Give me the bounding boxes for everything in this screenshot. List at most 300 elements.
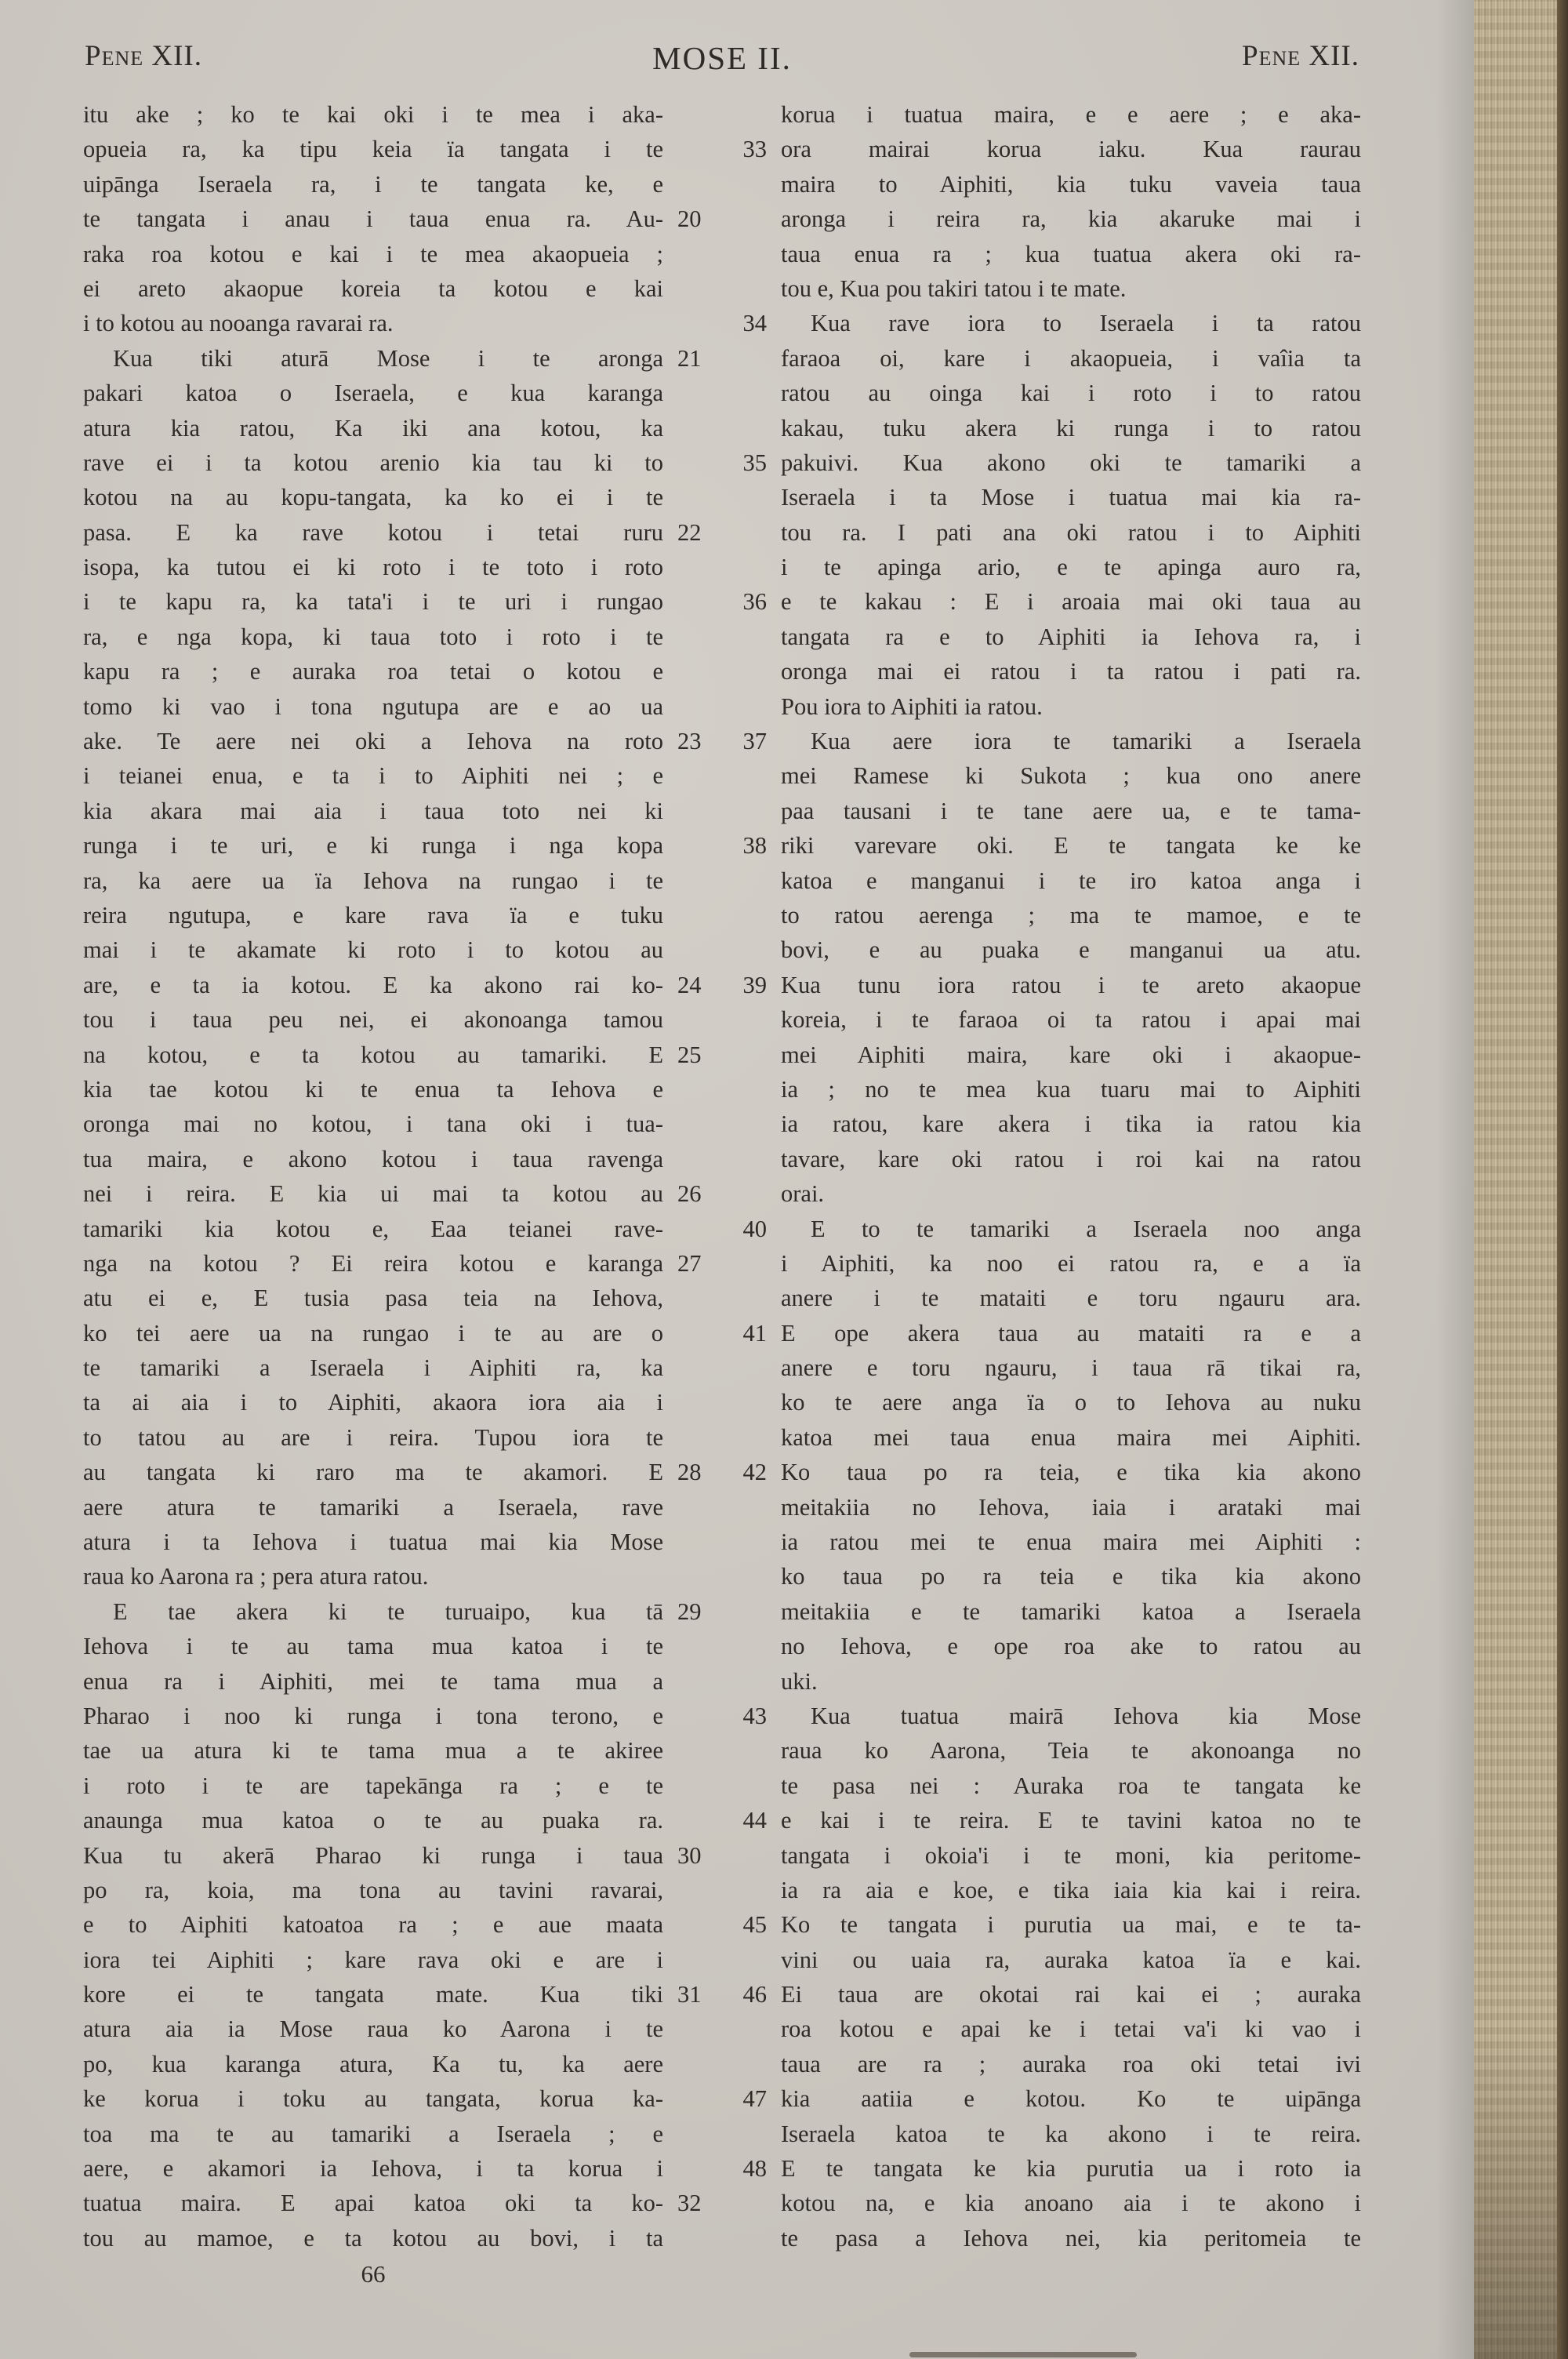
- scripture-text: nga na kotou ? Ei reira kotou e karanga: [83, 1249, 663, 1277]
- text-line: [83, 1490, 663, 1525]
- text-line-wrap: [83, 1977, 663, 2012]
- scripture-text: to tatou au are i reira. Tupou iora te: [83, 1423, 663, 1451]
- scripture-text: ta ai aia i to Aiphiti, akaora iora aia i: [83, 1389, 663, 1416]
- text-line-wrap: [83, 689, 663, 724]
- text-line-wrap: [83, 1142, 663, 1176]
- text-line-wrap: [83, 376, 663, 410]
- verse-number: 47: [742, 2085, 767, 2113]
- text-line: [781, 620, 1361, 654]
- scripture-text: maira to Aiphiti, kia tuku vaveia taua: [781, 170, 1361, 198]
- scripture-text: mei Ramese ki Sukota ; kua ono anere: [781, 762, 1361, 790]
- scripture-text: e te kakau : E i aroaia mai oki taua au: [781, 588, 1361, 616]
- text-line: [83, 2047, 663, 2081]
- text-line: [781, 2186, 1361, 2220]
- text-line: [83, 898, 663, 932]
- scripture-text: runga i te uri, e ki runga i nga kopa: [83, 832, 663, 860]
- text-line: [83, 167, 663, 202]
- scripture-text: tamariki kia kotou e, Eaa teianei rave-: [83, 1215, 663, 1242]
- text-line: [83, 237, 663, 271]
- scripture-text: e kai i te reira. E te tavini katoa no te: [781, 1807, 1361, 1834]
- text-line-wrap: [83, 1768, 663, 1803]
- text-line: [83, 1420, 663, 1455]
- text-line-wrap: [781, 828, 1361, 863]
- text-line: [83, 306, 663, 340]
- text-line-wrap: [781, 1107, 1361, 1141]
- text-line-wrap: [83, 271, 663, 306]
- text-line-wrap: [83, 932, 663, 967]
- text-line: [83, 2117, 663, 2151]
- text-line-wrap: [781, 1420, 1361, 1455]
- text-line: [781, 237, 1361, 271]
- scripture-text: to ratou aerenga ; ma te mamoe, e te: [781, 901, 1361, 929]
- scripture-text: aronga i reira ra, kia akaruke mai i: [781, 205, 1361, 233]
- text-line: [83, 724, 702, 758]
- text-line: [781, 1525, 1361, 1559]
- text-line-wrap: [83, 445, 663, 480]
- text-line-wrap: [83, 1385, 663, 1419]
- running-head-book-title: MOSE II.: [652, 40, 792, 76]
- text-line-wrap: [83, 1350, 663, 1385]
- scripture-text: enua ra i Aiphiti, mei te tama mua a: [83, 1667, 663, 1695]
- text-line: [83, 1594, 702, 1629]
- verse-number: 43: [742, 1702, 767, 1729]
- text-line: [83, 1525, 663, 1559]
- text-line: [83, 2012, 663, 2046]
- text-line-wrap: [83, 1629, 663, 1663]
- scripture-text: aere, e akamori ia Iehova, i ta korua i: [83, 2155, 663, 2183]
- scripture-text: isopa, ka tutou ei ki roto i te toto i roto: [83, 554, 663, 581]
- verse-number: 46: [742, 1981, 767, 2008]
- text-line-wrap: [781, 1490, 1361, 1525]
- scripture-text: te tamariki a Iseraela i Aiphiti ra, ka: [83, 1354, 663, 1382]
- text-line: [781, 1142, 1361, 1176]
- text-line-wrap: [83, 1176, 663, 1211]
- scripture-text: po, kua karanga atura, Ka tu, ka aere: [83, 2050, 663, 2077]
- text-line-wrap: [781, 1594, 1361, 1629]
- text-line: [83, 1977, 702, 2012]
- text-line-wrap: [83, 1699, 663, 1733]
- text-line: [781, 758, 1361, 793]
- text-line-wrap: [83, 1072, 663, 1107]
- verse-number: 28: [677, 1459, 702, 1486]
- scripture-text: Ko taua po ra teia, e tika kia akono: [781, 1459, 1361, 1486]
- scripture-text: taua are ra ; auraka roa oki tetai ivi: [781, 2050, 1361, 2077]
- text-line-wrap: [781, 515, 1361, 550]
- scripture-text: tou i taua peu nei, ei akonoanga tamou: [83, 1006, 663, 1034]
- text-line-wrap: [83, 1455, 663, 1489]
- text-line-wrap: [83, 132, 663, 166]
- scripture-text: atura kia ratou, Ka iki ana kotou, ka: [83, 414, 663, 442]
- text-line: [742, 2081, 1361, 2116]
- verse-number: 42: [742, 1459, 767, 1486]
- scripture-text: mei Aiphiti maira, kare oki i akaopue-: [781, 1041, 1361, 1068]
- scripture-text: E te tangata ke kia purutia ua i roto ia: [781, 2155, 1361, 2183]
- text-line: [83, 654, 663, 689]
- text-line-wrap: [83, 1525, 663, 1559]
- text-line: [781, 1873, 1361, 1907]
- text-line: [742, 1316, 1361, 1350]
- scripture-text: ia ; no te mea kua tuaru mai to Aiphiti: [781, 1075, 1361, 1103]
- text-line-wrap: [83, 654, 663, 689]
- text-line: [781, 898, 1361, 932]
- text-line-wrap: [781, 620, 1361, 654]
- book-board-edge: [1557, 0, 1568, 2359]
- text-line: [83, 1699, 663, 1733]
- scripture-text: Pou iora to Aiphiti ia ratou.: [781, 692, 1043, 720]
- text-line: [83, 1002, 663, 1037]
- verse-number: 31: [677, 1981, 702, 2008]
- right-column-lines: [742, 97, 1361, 2255]
- text-line-wrap: [83, 515, 663, 550]
- text-line-wrap: [781, 132, 1361, 166]
- text-line-wrap: [781, 411, 1361, 445]
- text-line: [781, 376, 1361, 410]
- text-line: [83, 97, 663, 132]
- text-line: [781, 1838, 1361, 1873]
- text-line-wrap: [781, 1525, 1361, 1559]
- scripture-text: koreia, i te faraoa oi ta ratou i apai mai: [781, 1006, 1361, 1034]
- scripture-text: atu ei e, E tusia pasa teia na Iehova,: [83, 1285, 663, 1312]
- running-head-right-chapter: Pene XII.: [1242, 40, 1359, 72]
- verse-number: 23: [677, 728, 702, 755]
- text-line: [83, 689, 663, 724]
- text-line: [781, 794, 1361, 828]
- scripture-text: raua ko Aarona ra ; pera atura ratou.: [83, 1563, 429, 1590]
- verse-number: 24: [677, 971, 702, 998]
- scripture-text: tou e, Kua pou takiri tatou i te mate.: [781, 274, 1127, 302]
- text-line-wrap: [83, 2151, 663, 2186]
- scripture-text: tuatua maira. E apai katoa oki ta ko-: [83, 2190, 663, 2217]
- verse-number: 37: [742, 728, 767, 755]
- scripture-text: paa tausani i te tane aere ua, e te tama-: [781, 797, 1361, 824]
- text-line: [83, 515, 702, 550]
- text-line-wrap: [781, 2221, 1361, 2255]
- text-line-wrap: [83, 2221, 663, 2255]
- scripture-text: i roto i te are tapekānga ra ; e te: [83, 1772, 663, 1799]
- verse-number: 22: [677, 518, 702, 546]
- text-line: [781, 550, 1361, 584]
- scripture-text: no Iehova, e ope roa ake to ratou au: [781, 1633, 1361, 1660]
- text-line: [742, 724, 1361, 758]
- text-line-wrap: [781, 932, 1361, 967]
- left-column-lines: [83, 97, 702, 2255]
- text-line-wrap: [781, 2012, 1361, 2046]
- text-line-wrap: [83, 1559, 663, 1594]
- text-line: [83, 132, 663, 166]
- verse-number: 41: [742, 1319, 767, 1347]
- text-line-wrap: [781, 97, 1361, 132]
- text-line-wrap: [83, 480, 663, 514]
- scripture-text: i teianei enua, e ta i to Aiphiti nei ; e: [83, 762, 663, 790]
- scripture-text: anaunga mua katoa o te au puaka ra.: [83, 1807, 663, 1834]
- text-line: [83, 1943, 663, 1977]
- text-line: [742, 968, 1361, 1002]
- text-line-wrap: [781, 898, 1361, 932]
- text-line: [83, 1559, 663, 1594]
- text-line-wrap: [781, 1455, 1361, 1489]
- scripture-text: Ei taua are okotai rai kai ei ; auraka: [781, 1981, 1361, 2008]
- scripture-text: atura aia ia Mose raua ko Aarona i te: [83, 2016, 663, 2043]
- scripture-text: faraoa oi, kare i akaopueia, i vaîia ta: [781, 344, 1361, 372]
- scripture-text: Kua tiki aturā Mose i te aronga: [113, 344, 663, 372]
- text-line-wrap: [781, 445, 1361, 480]
- text-line-wrap: [83, 2186, 663, 2220]
- text-line-wrap: [83, 167, 663, 202]
- scripture-text: Pharao i noo ki runga i tona terono, e: [83, 1702, 663, 1729]
- scripture-text: tua maira, e akono kotou i taua ravenga: [83, 1145, 663, 1172]
- scripture-text: ake. Te aere nei oki a Iehova na roto: [83, 728, 663, 755]
- page-edge-shadow: [1436, 0, 1474, 2359]
- text-line-wrap: [83, 1943, 663, 1977]
- text-line-wrap: [83, 1838, 663, 1873]
- text-line-wrap: [83, 411, 663, 445]
- right-column: [742, 97, 1361, 2288]
- text-line: [83, 376, 663, 410]
- text-line: [83, 794, 663, 828]
- text-line-wrap: [83, 1907, 663, 1942]
- verse-number: 27: [677, 1249, 702, 1277]
- scripture-text: oronga mai ei ratou i ta ratou i pati ra.: [781, 658, 1361, 685]
- scripture-text: aere atura te tamariki a Iseraela, rave: [83, 1493, 663, 1521]
- text-line-wrap: [781, 1212, 1361, 1246]
- text-line: [83, 411, 663, 445]
- text-line: [83, 1038, 702, 1072]
- scripture-text: na kotou, e ta kotou au tamariki. E: [83, 1041, 663, 1068]
- text-line-wrap: [781, 1873, 1361, 1907]
- text-line-wrap: [781, 1629, 1361, 1663]
- text-line: [742, 1803, 1361, 1837]
- text-line: [83, 1768, 663, 1803]
- scripture-text: meitakiia e te tamariki katoa a Iseraela: [781, 1598, 1361, 1625]
- scripture-text: Ko te tangata i purutia ua mai, e te ta-: [781, 1911, 1361, 1939]
- scripture-text: ke korua i toku au tangata, korua ka-: [83, 2085, 663, 2113]
- scripture-text: kia tae kotou ki te enua ta Iehova e: [83, 1075, 663, 1103]
- text-line-wrap: [781, 724, 1361, 758]
- text-line: [781, 1038, 1361, 1072]
- scripture-text: tou au mamoe, e ta kotou au bovi, i ta: [83, 2224, 663, 2252]
- scripture-text: ko te aere anga ïa o to Iehova au nuku: [781, 1389, 1361, 1416]
- verse-number: 39: [742, 971, 767, 998]
- text-line-wrap: [781, 376, 1361, 410]
- text-line: [781, 1490, 1361, 1525]
- text-line: [742, 132, 1361, 166]
- text-line-wrap: [781, 794, 1361, 828]
- verse-number: 45: [742, 1911, 767, 1939]
- text-line: [83, 1629, 663, 1663]
- text-line-wrap: [781, 2047, 1361, 2081]
- scripture-text: riki varevare oki. E te tangata ke ke: [781, 832, 1361, 860]
- scripture-text: i te kapu ra, ka tata'i i te uri i rungao: [83, 588, 663, 616]
- scripture-text: ei areto akaopue koreia ta kotou e kai: [83, 274, 663, 302]
- text-line: [781, 341, 1361, 376]
- verse-number: 40: [742, 1215, 767, 1242]
- text-line-wrap: [781, 1768, 1361, 1803]
- text-line: [742, 1699, 1361, 1733]
- text-line-wrap: [83, 2081, 663, 2116]
- text-line: [83, 863, 663, 898]
- text-line: [781, 1072, 1361, 1107]
- text-line: [781, 97, 1361, 132]
- verse-number: 35: [742, 449, 767, 476]
- scripture-text: ora mairai korua iaku. Kua raurau: [781, 136, 1361, 163]
- scripture-text: ia ratou, kare akera i tika ia ratou kia: [781, 1110, 1361, 1138]
- verse-number: 26: [677, 1180, 702, 1208]
- scripture-text: opueia ra, ka tipu keia ïa tangata i te: [83, 136, 663, 163]
- text-line: [781, 1350, 1361, 1385]
- text-line: [742, 306, 1361, 340]
- verse-number: 44: [742, 1807, 767, 1834]
- text-line-wrap: [781, 1316, 1361, 1350]
- text-line: [781, 167, 1361, 202]
- verse-number: 34: [742, 310, 767, 337]
- scripture-text: mai i te akamate ki roto i to kotou au: [83, 936, 663, 964]
- scripture-text: tae ua atura ki te tama mua a te akiree: [83, 1737, 663, 1765]
- verse-number: 20: [677, 205, 702, 233]
- text-line: [742, 828, 1361, 863]
- text-line: [742, 584, 1361, 619]
- text-line-wrap: [83, 1420, 663, 1455]
- text-line-wrap: [781, 863, 1361, 898]
- text-line: [781, 1420, 1361, 1455]
- text-line-wrap: [83, 828, 663, 863]
- verse-number: 32: [677, 2190, 702, 2217]
- verse-number: 21: [677, 344, 702, 372]
- scripture-text: reira ngutupa, e kare rava ïa e tuku: [83, 901, 663, 929]
- scripture-text: uki.: [781, 1667, 818, 1695]
- text-line-wrap: [781, 1559, 1361, 1594]
- text-line-wrap: [781, 271, 1361, 306]
- text-line: [781, 271, 1361, 306]
- scripture-text: ra, ka aere ua ïa Iehova na rungao i te: [83, 867, 663, 894]
- scripture-text: kakau, tuku akera ki runga i to ratou: [781, 414, 1361, 442]
- text-line: [83, 480, 663, 514]
- text-line: [83, 758, 663, 793]
- scripture-text: Iseraela i ta Mose i tuatua mai kia ra-: [781, 484, 1361, 511]
- text-line-wrap: [83, 1002, 663, 1037]
- running-head: [83, 39, 1361, 85]
- scripture-text: au tangata ki raro ma te akamori. E: [83, 1459, 663, 1486]
- text-line-wrap: [83, 97, 663, 132]
- text-line: [781, 1246, 1361, 1281]
- bottom-page-edge: [909, 2352, 1137, 2357]
- scripture-text: toa ma te au tamariki a Iseraela ; e: [83, 2120, 663, 2147]
- scripture-text: Kua tuatua mairā Iehova kia Mose: [811, 1702, 1361, 1729]
- scripture-text: ra, e nga kopa, ki taua toto i roto i te: [83, 623, 663, 650]
- verse-number: 33: [742, 136, 767, 163]
- scripture-text: kapu ra ; e auraka roa tetai o kotou e: [83, 658, 663, 685]
- scripture-text: raua ko Aarona, Teia te akonoanga no: [781, 1737, 1361, 1765]
- text-line-wrap: [781, 968, 1361, 1002]
- scripture-text: roa kotou e apai ke i tetai va'i ki vao i: [781, 2016, 1361, 2043]
- text-line: [781, 1943, 1361, 1977]
- text-line-wrap: [781, 306, 1361, 340]
- scripture-text: i Aiphiti, ka noo ei ratou ra, e a ïa: [781, 1249, 1361, 1277]
- text-line-wrap: [781, 202, 1361, 236]
- scripture-text: vini ou uaia ra, auraka katoa ïa e kai.: [781, 1946, 1361, 1973]
- text-line: [83, 1803, 663, 1837]
- text-line: [83, 341, 702, 376]
- text-line: [781, 480, 1361, 514]
- scripture-text: kia akara mai aia i taua toto nei ki: [83, 797, 663, 824]
- text-line: [83, 550, 663, 584]
- text-line-wrap: [781, 341, 1361, 376]
- text-line-wrap: [83, 724, 663, 758]
- text-line: [83, 620, 663, 654]
- text-line: [83, 1107, 663, 1141]
- scripture-text: anere e toru ngauru, i taua rā tikai ra,: [781, 1354, 1361, 1382]
- scripture-text: tomo ki vao i tona ngutupa are e ao ua: [83, 692, 663, 720]
- text-line-wrap: [781, 584, 1361, 619]
- text-line: [83, 2151, 663, 2186]
- text-line-wrap: [83, 2117, 663, 2151]
- text-line-wrap: [781, 1943, 1361, 1977]
- text-line-wrap: [83, 758, 663, 793]
- scripture-text: ia ratou mei te enua maira mei Aiphiti :: [781, 1528, 1361, 1556]
- scripture-text: itu ake ; ko te kai oki i te mea i aka-: [83, 101, 663, 128]
- text-line-wrap: [83, 237, 663, 271]
- text-line: [742, 1977, 1361, 2012]
- scripture-text: korua i tuatua maira, e e aere ; e aka-: [781, 101, 1361, 128]
- text-line-wrap: [83, 550, 663, 584]
- text-line-wrap: [83, 1246, 663, 1281]
- verse-number: 36: [742, 588, 767, 616]
- scripture-text: atura i ta Iehova i tuatua mai kia Mose: [83, 1528, 663, 1556]
- scripture-text: tangata ra e to Aiphiti ia Iehova ra, i: [781, 623, 1361, 650]
- text-line-wrap: [781, 1176, 1361, 1211]
- text-line: [781, 932, 1361, 967]
- text-line: [83, 1838, 702, 1873]
- text-line-wrap: [83, 1212, 663, 1246]
- scripture-text: are, e ta ia kotou. E ka akono rai ko-: [83, 971, 663, 998]
- verse-number: 25: [677, 1041, 702, 1068]
- text-line: [742, 1907, 1361, 1942]
- scripture-text: oronga mai no kotou, i tana oki i tua-: [83, 1110, 663, 1138]
- verse-number: 29: [677, 1598, 702, 1625]
- text-line-wrap: [83, 863, 663, 898]
- text-line-wrap: [781, 654, 1361, 689]
- text-line-wrap: [83, 341, 663, 376]
- scripture-text: Kua aere iora te tamariki a Iseraela: [811, 728, 1361, 755]
- scripture-text: e to Aiphiti katoatoa ra ; e aue maata: [83, 1911, 663, 1939]
- text-line: [781, 1594, 1361, 1629]
- scripture-text: kore ei te tangata mate. Kua tiki: [83, 1981, 663, 2008]
- scripture-text: pakari katoa o Iseraela, e kua karanga: [83, 380, 663, 407]
- text-line: [83, 932, 663, 967]
- scripture-text: E to te tamariki a Iseraela noo anga: [811, 1215, 1361, 1242]
- verse-number: 38: [742, 832, 767, 860]
- scripture-text: ko taua po ra teia e tika kia akono: [781, 1563, 1361, 1590]
- text-line-wrap: [781, 1072, 1361, 1107]
- scripture-text: te tangata i anau i taua enua ra. Au-: [83, 205, 663, 233]
- scripture-text: E ope akera taua au mataiti ra e a: [781, 1319, 1361, 1347]
- text-line-wrap: [83, 2047, 663, 2081]
- text-line: [83, 1176, 702, 1211]
- text-line: [83, 1664, 663, 1699]
- scripture-text: kotou na au kopu-tangata, ka ko ei i te: [83, 484, 663, 511]
- scripture-text: katoa mei taua enua maira mei Aiphiti.: [781, 1423, 1361, 1451]
- text-line: [781, 1629, 1361, 1663]
- scripture-text: nei i reira. E kia ui mai ta kotou au: [83, 1180, 663, 1208]
- text-line-wrap: [83, 202, 663, 236]
- text-line-wrap: [781, 2081, 1361, 2116]
- text-line: [781, 1176, 1361, 1211]
- text-line: [781, 2047, 1361, 2081]
- text-line: [781, 1281, 1361, 1315]
- text-line-wrap: [781, 758, 1361, 793]
- text-line-wrap: [781, 689, 1361, 724]
- text-line: [83, 1246, 702, 1281]
- text-line-wrap: [781, 1907, 1361, 1942]
